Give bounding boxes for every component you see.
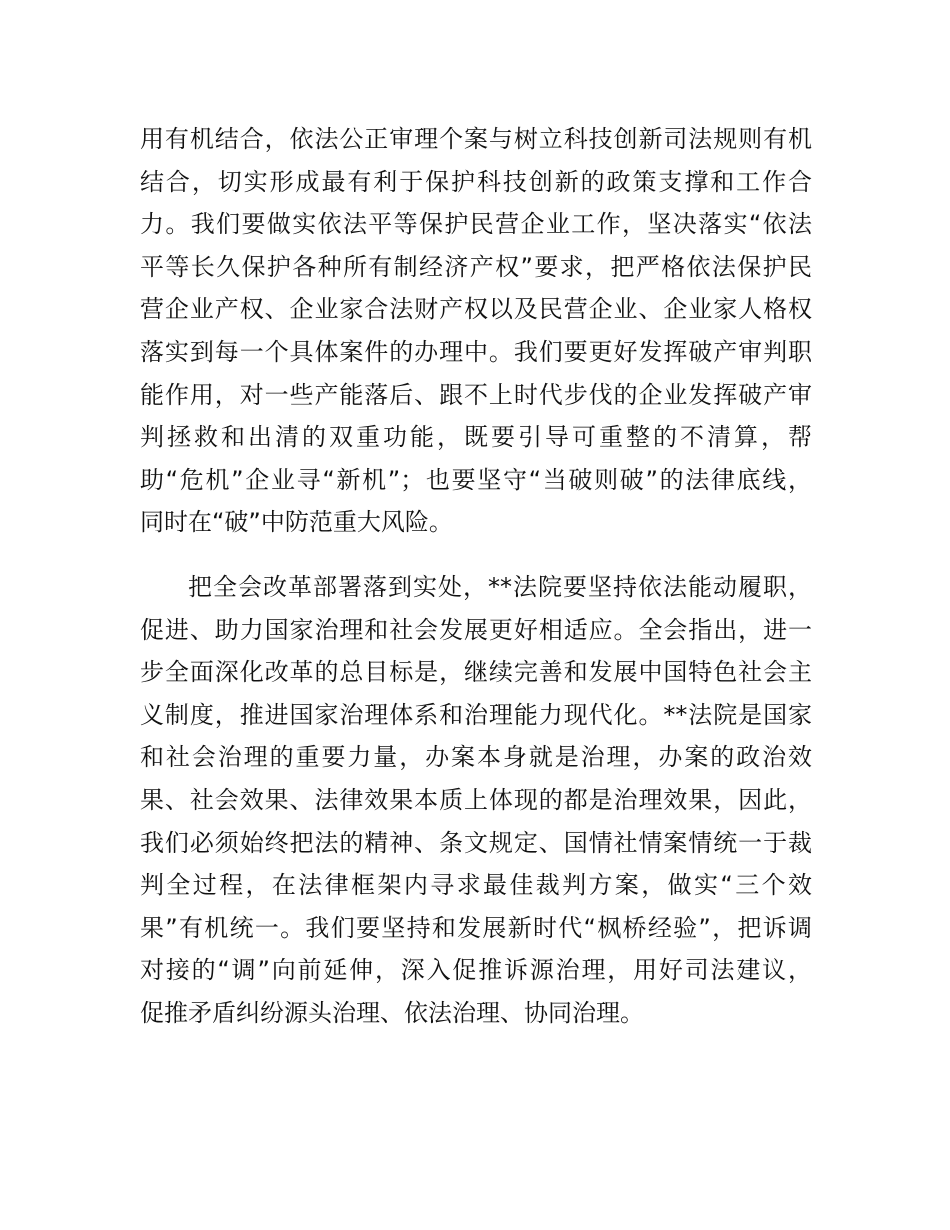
paragraph-spacer bbox=[140, 544, 812, 566]
text-line: 促进、助力国家治理和社会发展更好相适应。全会指出，进一 bbox=[140, 615, 812, 644]
text-line: 和社会治理的重要力量，办案本身就是治理，办案的政治效 bbox=[140, 743, 812, 772]
text-line: 果”有机统一。我们要坚持和发展新时代“枫桥经验”，把诉调 bbox=[140, 913, 812, 942]
paragraph-2 bbox=[140, 566, 812, 1035]
body-text bbox=[140, 118, 812, 1034]
text-line: 营企业产权、企业家合法财产权以及民营企业、企业家人格权 bbox=[140, 295, 812, 324]
text-line: 力。我们要做实依法平等保护民营企业工作，坚决落实“依法 bbox=[140, 210, 812, 239]
text-line: 促推矛盾纠纷源头治理、依法治理、协同治理。 bbox=[140, 998, 644, 1027]
text-line: 我们必须始终把法的精神、条文规定、国情社情案情统一于裁 bbox=[140, 828, 812, 857]
text-line: 果、社会效果、法律效果本质上体现的都是治理效果，因此， bbox=[140, 785, 812, 814]
text-line: 落实到每一个具体案件的办理中。我们要更好发挥破产审判职 bbox=[140, 337, 812, 366]
text-line: 平等长久保护各种所有制经济产权”要求，把严格依法保护民 bbox=[140, 252, 812, 281]
text-line: 助“危机”企业寻“新机”；也要坚守“当破则破”的法律底线， bbox=[140, 465, 812, 494]
text-line: 对接的“调”向前延伸，深入促推诉源治理，用好司法建议， bbox=[140, 956, 812, 985]
text-line: 步全面深化改革的总目标是，继续完善和发展中国特色社会主 bbox=[140, 658, 812, 687]
text-line: 判全过程，在法律框架内寻求最佳裁判方案，做实“三个效 bbox=[140, 871, 812, 900]
text-line: 能作用，对一些产能落后、跟不上时代步伐的企业发挥破产审 bbox=[140, 380, 812, 409]
paragraph-1 bbox=[140, 118, 812, 544]
text-line: 判拯救和出清的双重功能，既要引导可重整的不清算，帮 bbox=[140, 423, 812, 452]
text-line: 结合，切实形成最有利于保护科技创新的政策支撑和工作合 bbox=[140, 167, 812, 196]
text-line: 把全会改革部署落到实处，**法院要坚持依法能动履职， bbox=[188, 572, 812, 601]
text-line: 义制度，推进国家治理体系和治理能力现代化。**法院是国家 bbox=[140, 700, 812, 729]
text-line: 用有机结合，依法公正审理个案与树立科技创新司法规则有机 bbox=[140, 125, 812, 153]
text-line: 同时在“破”中防范重大风险。 bbox=[140, 508, 453, 537]
